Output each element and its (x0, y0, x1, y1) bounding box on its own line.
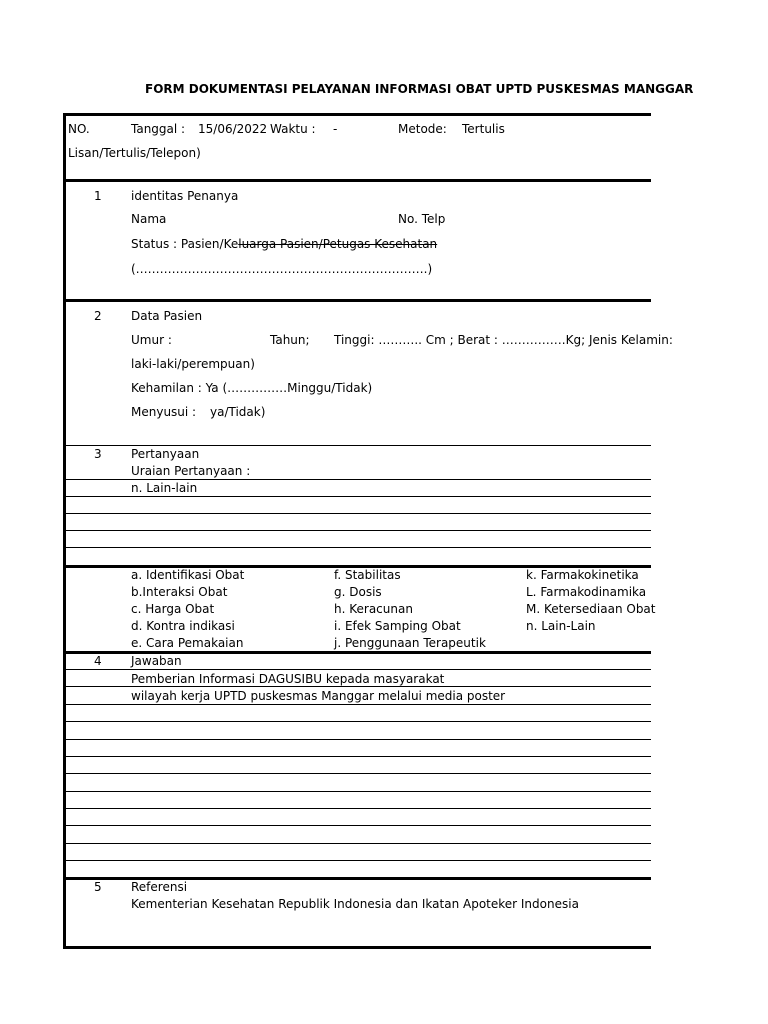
category-item: h. Keracunan (334, 602, 413, 616)
form-title: FORM DOKUMENTASI PELAYANAN INFORMASI OBAT UPTD PUSKESMAS MANGGAR (145, 82, 694, 96)
category-item: c. Harga Obat (131, 602, 215, 616)
status-struck-options: luarga Pasien/Petugas Kesehatan (238, 237, 438, 251)
category-item: i. Efek Samping Obat (334, 619, 461, 633)
jawaban-line-2: wilayah kerja UPTD puskesmas Manggar melalui media poster (131, 689, 506, 703)
category-item: k. Farmakokinetika (526, 568, 639, 582)
category-item: f. Stabilitas (334, 568, 401, 582)
category-item: b.Interaksi Obat (131, 585, 228, 599)
rule-line (63, 479, 651, 480)
tanggal-value: 15/06/2022 (198, 122, 268, 136)
rule-line (63, 496, 651, 497)
referensi-text: Kementerian Kesehatan Republik Indonesia dan Ikatan Apoteker Indonesia (131, 897, 579, 911)
menyusui-value: ya/Tidak) (210, 405, 266, 419)
category-item: n. Lain-Lain (526, 619, 596, 633)
metode-label: Metode: (398, 122, 447, 136)
rule-line (63, 756, 651, 757)
tanggal-label: Tanggal : (131, 122, 186, 136)
no-label: NO. (68, 122, 90, 136)
status-line (131, 237, 437, 251)
rule-line (63, 513, 651, 514)
tahun-label: Tahun; (270, 333, 310, 347)
section-1-number: 1 (94, 189, 102, 203)
category-item: g. Dosis (334, 585, 382, 599)
rule-line (63, 669, 651, 670)
rule-line (63, 530, 651, 531)
status-prefix: Status : Pasien/Ke (131, 237, 239, 251)
section-5-heading: Referensi (131, 880, 188, 894)
kehamilan-line: Kehamilan : Ya (……………Minggu/Tidak) (131, 381, 373, 395)
section-4-heading: Jawaban (131, 654, 182, 668)
rule-section-2 (63, 299, 651, 302)
rule-line (63, 791, 651, 792)
category-item: a. Identifikasi Obat (131, 568, 245, 582)
rule-line (63, 825, 651, 826)
rule-bottom (63, 946, 651, 949)
tinggi-berat-line: Tinggi: ……….. Cm ; Berat : …………….Kg; Jenis Kelamin: (334, 333, 673, 347)
category-item: e. Cara Pemakaian (131, 636, 244, 650)
rule-top (63, 113, 651, 116)
jawaban-line-1: Pemberian Informasi DAGUSIBU kepada masyarakat (131, 672, 445, 686)
section-2-number: 2 (94, 309, 102, 323)
rule-line (63, 547, 651, 548)
category-item: L. Farmakodinamika (526, 585, 647, 599)
section-1-heading: identitas Penanya (131, 189, 239, 203)
rule-line (63, 739, 651, 740)
rule-line (63, 686, 651, 687)
rule-line (63, 860, 651, 861)
waktu-label: Waktu : (270, 122, 316, 136)
form-left-border (63, 113, 66, 949)
section-5-number: 5 (94, 880, 102, 894)
rule-section-1 (63, 179, 651, 182)
nama-label: Nama (131, 212, 167, 226)
rule-line (63, 808, 651, 809)
status-blank: (……………………………………………………………….) (131, 262, 433, 276)
waktu-value: - (333, 122, 338, 136)
uraian-label: Uraian Pertanyaan : (131, 464, 251, 478)
section-4-number: 4 (94, 654, 102, 668)
metode-options: Lisan/Tertulis/Telepon) (68, 146, 201, 160)
menyusui-label: Menyusui : (131, 405, 197, 419)
section-3-number: 3 (94, 447, 102, 461)
category-item: M. Ketersediaan Obat (526, 602, 656, 616)
section-3-heading: Pertanyaan (131, 447, 200, 461)
telp-label: No. Telp (398, 212, 446, 226)
metode-value: Tertulis (462, 122, 505, 136)
rule-line (63, 704, 651, 705)
rule-section-3 (63, 445, 651, 446)
category-item: j. Penggunaan Terapeutik (334, 636, 486, 650)
section-2-heading: Data Pasien (131, 309, 203, 323)
category-item: d. Kontra indikasi (131, 619, 235, 633)
gender-options: laki-laki/perempuan) (131, 357, 255, 371)
lain-lain-label: n. Lain-lain (131, 481, 198, 495)
rule-line (63, 721, 651, 722)
rule-line (63, 773, 651, 774)
umur-label: Umur : (131, 333, 172, 347)
rule-line (63, 843, 651, 844)
